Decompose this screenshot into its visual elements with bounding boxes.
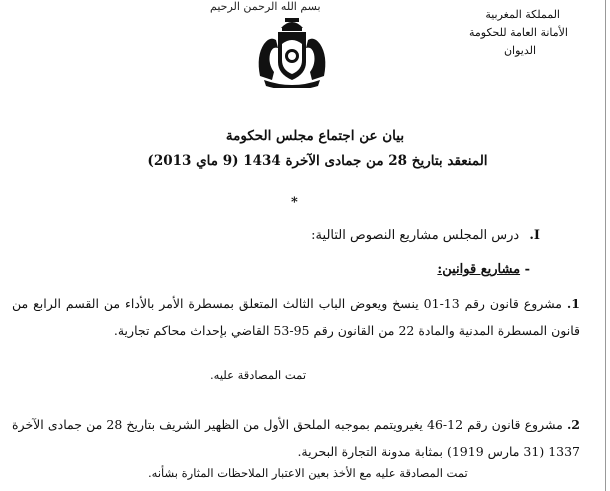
moroccan-coat-of-arms-icon [254,16,330,88]
letterhead-secretariat: الأمانة العامة للحكومة [468,26,568,39]
section-heading [311,228,540,243]
item-text: مشروع قانون رقم 12-46 يغيرويتمم بموجبه الملحق الأول من الظهير الشريف بتاريخ 28 من جمادى الآخرة 1337 (31 مارس 1919) بمثابة مدونة التجارة البحرية. [12,417,580,459]
approval-status: تمت المصادقة عليه مع الأخذ بعين الاعتبار الملاحظات المثارة بشأنه. [148,466,468,480]
separator-star: * [291,195,298,210]
item-text: مشروع قانون رقم 13-01 ينسخ ويعوض الباب الثالث المتعلق بمسطرة الأمر بالأداء من القسم الرابع من قانون المسطرة المدنية والمادة 22 من القانون رقم 95-53 القاضي بإحداث محاكم تجارية. [12,296,580,338]
document-subtitle-date: المنعقد بتاريخ 28 من جمادى الآخرة 1434 (9 ماي 2013) [147,153,488,169]
page-border [605,0,606,491]
section-number: I. [529,228,540,243]
list-item [12,290,580,344]
item-number: 2. [566,417,580,432]
item-number: 1. [566,296,580,311]
letterhead-kingdom: المملكة المغربية [485,8,560,21]
letterhead-cabinet: الديوان [503,44,536,57]
approval-status: تمت المصادقة عليه. [210,368,307,382]
subsection-text: مشاريع قوانين: [437,262,521,277]
subsection-heading [437,262,530,277]
subsection-bullet: - [524,262,530,277]
section-text: درس المجلس مشاريع النصوص التالية: [311,228,520,243]
basmala: بسم الله الرحمن الرحيم [210,0,321,13]
list-item [12,411,580,465]
document-title: بيان عن اجتماع مجلس الحكومة [225,128,405,144]
letterhead [438,6,568,60]
